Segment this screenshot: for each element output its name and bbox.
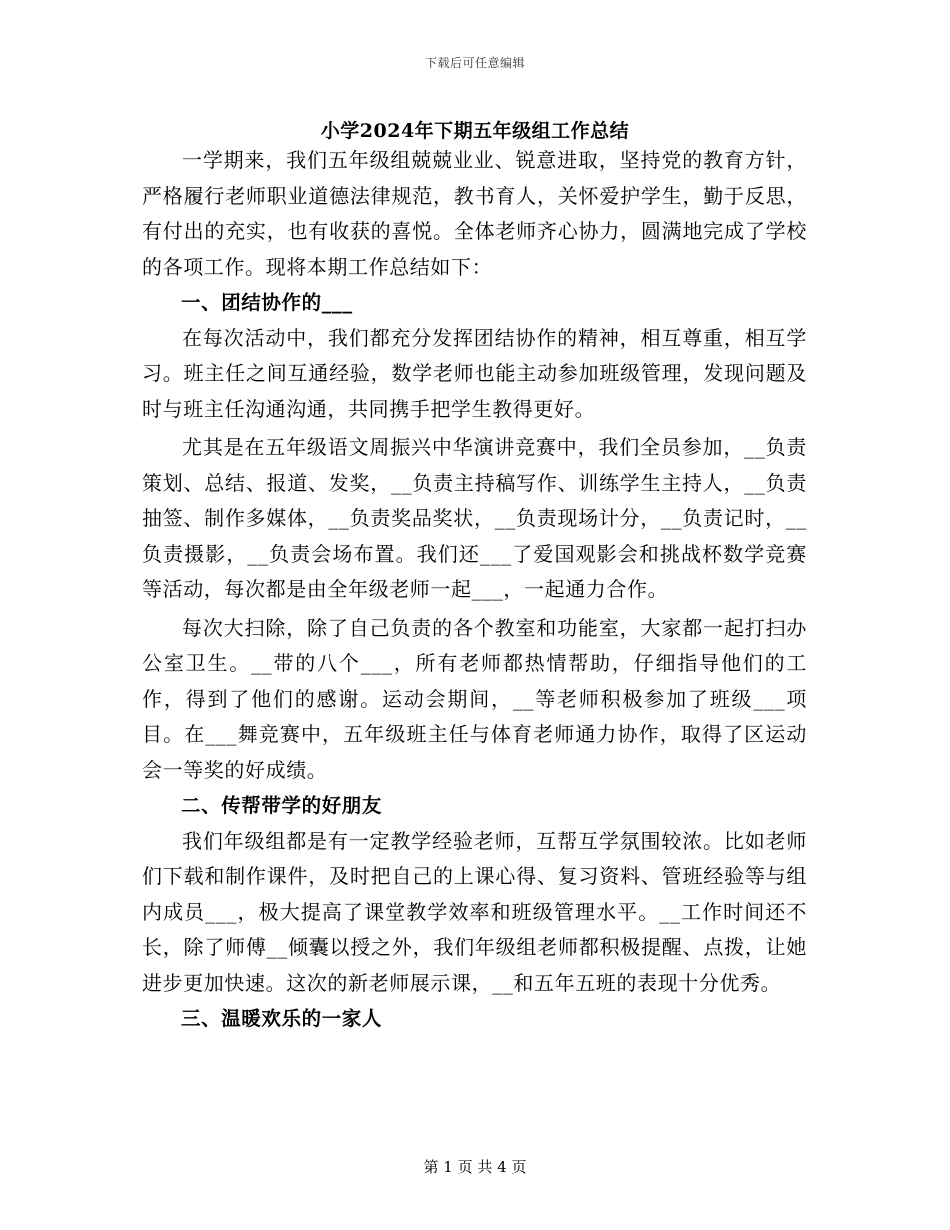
section-1-paragraph-2: 尤其是在五年级语文周振兴中华演讲竞赛中，我们全员参加，__负责策划、总结、报道、发奖，__负责主持稿写作、训练学生主持人，__负责抽签、制作多媒体，__负责奖品奖状，__负责现场计分，__负责记时，__负责摄影，__负责会场布置。我们还___了爱国观影会和挑战杯数学竞赛等活动，每次都是由全年级老师一起___，一起通力合作。 xyxy=(142,435,807,601)
section-2-paragraph-1: 我们年级组都是有一定教学经验老师，互帮互学氛围较浓。比如老师们下载和制作课件，及时把自己的上课心得、复习资料、管班经验等与组内成员___，极大提高了课堂教学效率和班级管理水平。__工作时间还不长，除了师傅__倾囊以授之外，我们年级组老师都积极提醒、点拨，让她进步更加快速。这次的新老师展示课，__和五年五班的表现十分优秀。 xyxy=(142,828,807,995)
document-title: 小学2024年下期五年级组工作总结 xyxy=(320,120,630,142)
section-heading-1: 一、团结协作的___ xyxy=(181,291,353,314)
section-heading-3: 三、温暖欢乐的一家人 xyxy=(181,1007,383,1030)
document-body xyxy=(142,143,807,1037)
section-1-paragraph-1: 在每次活动中，我们都充分发挥团结协作的精神，相互尊重，相互学习。班主任之间互通经验，数学老师也能主动参加班级管理，发现问题及时与班主任沟通沟通，共同携手把学生教得更好。 xyxy=(142,325,807,421)
intro-paragraph: 一学期来，我们五年级组兢兢业业、锐意进取，坚持党的教育方针，严格履行老师职业道德法律规范，教书育人，关怀爱护学生，勤于反思，有付出的充实，也有收获的喜悦。全体老师齐心协力，圆满地完成了学校的各项工作。现将本期工作总结如下： xyxy=(142,148,807,279)
section-1-paragraph-3: 每次大扫除，除了自己负责的各个教室和功能室，大家都一起打扫办公室卫生。__带的八个___，所有老师都热情帮助，仔细指导他们的工作，得到了他们的感谢。运动会期间，__等老师积极参加了班级___项目。在___舞竞赛中，五年级班主任与体育老师通力协作，取得了区运动会一等奖的好成绩。 xyxy=(142,615,807,782)
page-number-footer: 第 1 页 共 4 页 xyxy=(423,1158,527,1176)
header-note: 下载后可任意编辑 xyxy=(424,56,525,70)
section-heading-2: 二、传帮带学的好朋友 xyxy=(181,794,383,817)
